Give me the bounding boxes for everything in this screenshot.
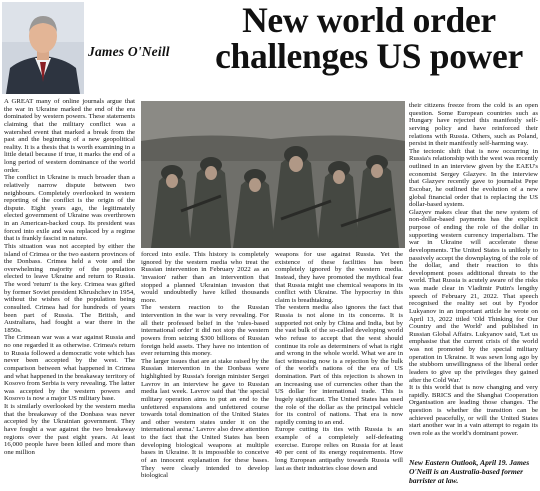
paragraph: The larger issues that are at stake raised by the Russian intervention in the Donbass were highlighted by Russia's foreign minister Sergei Lavrov in an interview he gave to Russian media last week. Lavrov said that 'the special military operation aims to put an end to the unfettered expansions and unfettered course towards total domination of the United States and other western states under it on the international arena.' Lavrov also drew attention to the fact that the United States has been developing biological weapons at multiple bases in Ukraine. It is impossible to conceive of an innocent explanation for these bases. They were clearly intended to develop biological bbox=[141, 357, 269, 480]
paragraph: It is this world that is now changing and very rapidly. BRICS and the Shanghai Cooperation Organisation are leading those changes. The question is whether the transition can be achieved peacefully, or will the United States start another war in a vain attempt to regain its own role as the world's dominant power. bbox=[409, 384, 538, 437]
article-column-4 bbox=[409, 102, 538, 438]
paragraph: weapons for use against Russia. Yet the existence of these facilities has been completely ignored by the western media. Instead, they have promoted the mythical fear that Russia might use chemical weapons in its conflict with Ukraine. The hypocrisy in this claim is breathtaking. bbox=[275, 251, 403, 304]
paragraph: The tectonic shift that is now occurring in Russia's relationship with the west was recently outlined in an interview given by the EAEU's economist Sergey Glazyev. In the interview that Glazyev recently gave to journalist Pepe Escobar, he outlined the evolution of a new global financial order that is replacing the US dollar-based system. bbox=[409, 147, 538, 209]
paragraph: The Crimean war was a war against Russia and no one regarded it as otherwise. Crimea's return to Russia followed a democratic vote which has never been accepted by the west. The comparison between what happened in Crimea and what happened in the breakaway territory of Kosovo from Serbia is very revealing. The latter was accepted by the western powers and Kosovo is now a major US military base. bbox=[4, 334, 136, 403]
headline bbox=[200, 2, 538, 74]
paragraph: forced into exile. This history is completely ignored by the western media who treat the Russian intervention in February 2022 as an 'invasion' rather than an intervention that stopped a planned Ukrainian invasion that would undoubtedly have killed thousands more. bbox=[141, 251, 269, 304]
headline-line-2: challenges US power bbox=[215, 36, 523, 76]
article-column-1 bbox=[4, 98, 135, 456]
paragraph: The conflict in Ukraine is much broader than a relatively narrow dispute between two neighbours. Completely overlooked in western reporting of the conflict is the origin of the dispute. Eight years ago, the legitimately elected government of Ukraine was overthrown in an American-backed coup. Its president was forced into exile and was replaced by a regime that is frankly fascist in nature. bbox=[4, 174, 135, 243]
article-column-3 bbox=[275, 251, 403, 472]
article-column-2 bbox=[141, 251, 269, 480]
paragraph: This situation was not accepted by either the island of Crimea or the two eastern provinces of the Donbass. Crimea held a vote and the overwhelming majority of the population elected to leave Ukraine and return to Russia. The word 'return' is the key. Crimea was gifted by former Soviet president Khrushchev in 1954, without the wishes of the population being consulted. Crimea had for hundreds of years been part of Russia. The British, and Australians, had fought a war there in the 1850s. bbox=[4, 242, 135, 334]
author-note: New Eastern Outlook, April 19. James O'Neill is an Australia-based former barrister at law. bbox=[409, 458, 530, 485]
author-byline: James O'Neill bbox=[88, 44, 170, 59]
headline-line-1: New world order bbox=[242, 0, 496, 40]
author-photo bbox=[2, 2, 84, 94]
paragraph: The western media also ignores the fact that Russia is not alone in its concerns. It is supported not only by China and India, but by the vast bulk of the so-called developing world who refuse to accept that the west should continue its role as determiners of what is right and wrong in the whole world. What we are in fact witnessing now is a rejection by the bulk of the world's nations of the era of US domination. Part of this rejection is shown in an increasing use of currencies other than the US dollar for international trade. This is hugely significant. The United States has used the role of the dollar as the principal vehicle for its control of nations. That era is now rapidly coming to an end. bbox=[275, 304, 403, 426]
paragraph: their citizens freeze from the cold is an open question. Some European countries such as Hungary have rejected this manifestly self-serving policy and have reinforced their relations with Russia. Others, such as Poland, persist in their manifestly self-harming way. bbox=[409, 102, 538, 148]
paragraph: A GREAT many of online journals argue that the war in Ukraine marked the end of the era dominated by western powers. These statements claiming that the military conflict was a watershed event that marked a break from the past and the beginning of a new geopolitical reality. It is a thesis that is worth examining in a little detail because if true, it marks the end of a long period of western dominance of the world order. bbox=[4, 98, 135, 174]
soldiers-photo bbox=[141, 101, 405, 248]
paragraph: Europe cutting its ties with Russia is an example of a completely self-defeating exercise. Europe relies on Russia for at least 40 per cent of its energy requirements. How long European antipathy towards Russia will last as their industries close down and bbox=[275, 426, 403, 472]
paragraph: The western reaction to the Russian intervention in the war is very revealing. For all their professed belief in the 'rules-based international order' it did not stop the western powers from seizing $300 billions of Russian foreign held assets. They have no intention of ever returning this money. bbox=[141, 304, 269, 358]
paragraph: Glazyev makes clear that the new system of non-dollar-based payments has the explicit purpose of ending the role of the dollar in supporting western currency imperialism. The war in Ukraine will accelerate these developments. The United States is unlikely to passively accept the downplaying of the role of the dollar, and their reaction to this development poses additional threats to the world. That Russia is acutely aware of the risks was made clear in Vladimir Putin's lengthy speech of February 21, 2022. That speech recognised the reality set out by Fyodor Lukyanov in an important article he wrote on April 13, 2022 titled 'Old Thinking for Our Country and the World' and published in Russian Global Affairs. Lukyanov said, 'Let us emphasise that the current crisis of the world was not promoted by the special military operation in Ukraine. It was sewn long ago by the stubborn unwillingness of the liberal order leaders to give up the privileges they gained after the Cold War.' bbox=[409, 208, 538, 384]
paragraph: It is similarly overlooked by the western media that the breakaway of the Donbass was never accepted by the Ukrainian government. They have fought a war against the two breakaway regions over the past eight years. At least 16,000 people have been killed and more than one million bbox=[4, 403, 135, 456]
